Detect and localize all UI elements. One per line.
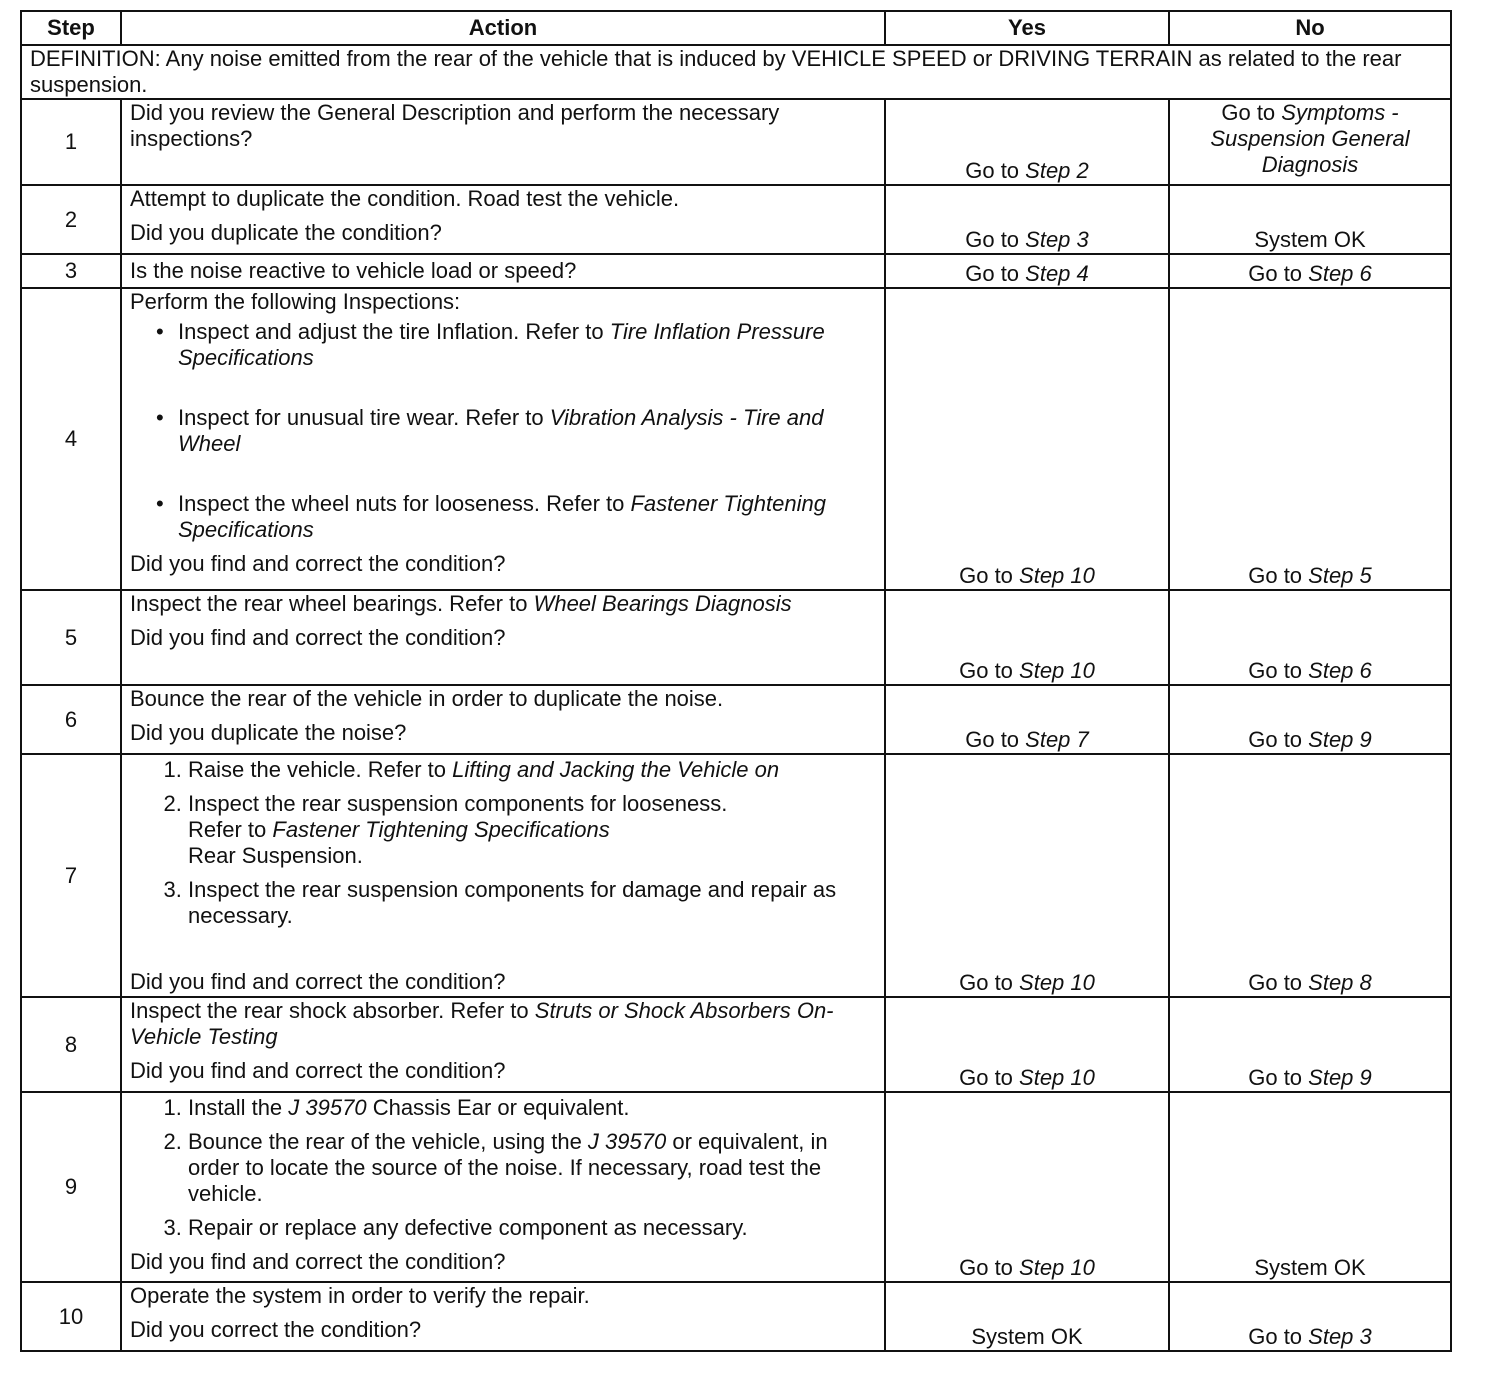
no-cell: [1169, 997, 1451, 1092]
no-link[interactable]: Step 8: [1308, 970, 1372, 995]
table-row: [21, 590, 1451, 685]
step-number: 3: [21, 254, 121, 288]
no-link[interactable]: Step 3: [1308, 1324, 1372, 1349]
header-step: Step: [21, 11, 121, 45]
table-row: [21, 185, 1451, 254]
definition-text: DEFINITION: Any noise emitted from the rear of the vehicle that is induced by VEHICLE SPEED or DRIVING TERRAIN as related to the rear suspension.: [21, 45, 1451, 99]
question-text: Did you find and correct the condition?: [130, 969, 506, 994]
list-item: [188, 1129, 876, 1207]
question-text: Did you find and correct the condition?: [130, 625, 506, 650]
item-text: Inspect the rear suspension components for damage and repair as necessary.: [188, 877, 837, 928]
no-cell: [1169, 288, 1451, 590]
reference-link[interactable]: Vibration Analysis - Tire and Wheel: [178, 405, 824, 456]
inspection-list: [130, 319, 876, 543]
no-cell: [1169, 590, 1451, 685]
yes-cell: [885, 99, 1169, 185]
list-item: [188, 877, 876, 929]
action-cell: [121, 590, 885, 685]
yes-link[interactable]: Step 2: [1025, 158, 1089, 183]
no-link[interactable]: Step 9: [1308, 727, 1372, 752]
step-number: 6: [21, 685, 121, 754]
action-cell: [121, 99, 885, 185]
yes-link[interactable]: Step 10: [1019, 970, 1095, 995]
question-text: Did you duplicate the condition?: [130, 220, 442, 245]
header-no: No: [1169, 11, 1451, 45]
goto-label: Go to: [959, 563, 1020, 588]
yes-link[interactable]: Step 10: [1019, 563, 1095, 588]
action-text: [130, 591, 876, 617]
goto-label: Go to: [1248, 563, 1309, 588]
step-number: 7: [21, 754, 121, 997]
action-cell: [121, 685, 885, 754]
question-text: Did you find and correct the condition?: [130, 551, 506, 576]
yes-link[interactable]: Step 4: [1025, 261, 1089, 286]
goto-label: Go to: [1248, 970, 1309, 995]
item-text: Inspect the rear wheel bearings. Refer to: [130, 591, 534, 616]
action-text: [130, 998, 876, 1050]
yes-cell: [885, 1282, 1169, 1351]
reference-link[interactable]: Fastener Tightening Specifications: [178, 491, 826, 542]
action-text: Did you review the General Description and perform the necessary inspections?: [130, 100, 780, 151]
yes-cell: [885, 254, 1169, 288]
refer-label: Refer to: [188, 817, 273, 842]
goto-label: Go to: [959, 970, 1020, 995]
item-text: Raise the vehicle. Refer to: [188, 757, 453, 782]
action-text: Bounce the rear of the vehicle in order to duplicate the noise.: [130, 686, 724, 711]
yes-link[interactable]: Step 3: [1025, 227, 1089, 252]
action-cell: [121, 254, 885, 288]
goto-label: Go to: [959, 1065, 1020, 1090]
item-text: Inspect and adjust the tire Inflation. Refer to: [178, 319, 610, 344]
definition-row: [21, 45, 1451, 99]
goto-label: Go to: [1248, 1324, 1309, 1349]
no-link[interactable]: Step 5: [1308, 563, 1372, 588]
table-row: [21, 997, 1451, 1092]
action-cell: [121, 185, 885, 254]
step-number: 4: [21, 288, 121, 590]
no-cell: [1169, 1282, 1451, 1351]
item-text: Rear Suspension.: [188, 843, 363, 868]
question-text: Did you correct the condition?: [130, 1317, 422, 1342]
reference-link[interactable]: Tire Inflation Pressure Specifications: [178, 319, 825, 370]
action-cell: [121, 288, 885, 590]
goto-label: Go to: [1248, 727, 1309, 752]
goto-label: Go to: [959, 1255, 1020, 1280]
goto-label: Go to: [965, 261, 1026, 286]
list-item: [188, 757, 876, 783]
item-text: Bounce the rear of the vehicle, using the: [188, 1129, 588, 1154]
table-row: [21, 1092, 1451, 1282]
goto-label: Go to: [1221, 100, 1282, 125]
item-text: Inspect the rear shock absorber. Refer to: [130, 998, 535, 1023]
no-cell: [1169, 185, 1451, 254]
table-row: [21, 99, 1451, 185]
list-item: [178, 319, 876, 371]
tool-reference: J 39570: [587, 1129, 667, 1154]
step-number: 9: [21, 1092, 121, 1282]
reference-link[interactable]: Wheel Bearings Diagnosis: [533, 591, 792, 616]
numbered-list: [130, 757, 876, 929]
header-action: Action: [121, 11, 885, 45]
no-link[interactable]: Step 6: [1308, 261, 1372, 286]
goto-label: Go to: [1248, 261, 1309, 286]
question-text: Did you find and correct the condition?: [130, 1249, 506, 1274]
no-link[interactable]: Symptoms - Suspension General Diagnosis: [1210, 100, 1410, 177]
no-cell: [1169, 254, 1451, 288]
step-number: 8: [21, 997, 121, 1092]
table-row: [21, 288, 1451, 590]
item-text: Chassis Ear or equivalent.: [366, 1095, 630, 1120]
no-link[interactable]: Step 9: [1308, 1065, 1372, 1090]
action-cell: [121, 1282, 885, 1351]
yes-link[interactable]: Step 10: [1019, 1255, 1095, 1280]
goto-label: Go to: [965, 227, 1026, 252]
question-text: Did you duplicate the noise?: [130, 720, 407, 745]
yes-cell: [885, 685, 1169, 754]
action-text: Perform the following Inspections:: [130, 289, 461, 314]
goto-label: Go to: [965, 727, 1026, 752]
yes-link[interactable]: Step 10: [1019, 658, 1095, 683]
item-text: Repair or replace any defective component as necessary.: [188, 1215, 748, 1240]
reference-link[interactable]: Lifting and Jacking the Vehicle on: [452, 757, 780, 782]
header-row: [21, 11, 1451, 45]
goto-label: Go to: [1248, 658, 1309, 683]
item-text: 2. Inspect the rear suspension components for looseness.: [188, 791, 728, 816]
action-cell: [121, 997, 885, 1092]
yes-cell: [885, 997, 1169, 1092]
item-text: Inspect the wheel nuts for looseness. Refer to: [178, 491, 631, 516]
diagnostic-table: [20, 10, 1452, 1352]
yes-cell: [885, 590, 1169, 685]
tool-reference: J 39570: [288, 1095, 367, 1120]
reference-link[interactable]: Fastener Tightening Specifications: [272, 817, 610, 842]
yes-result: System OK: [971, 1324, 1083, 1349]
table-row: [21, 685, 1451, 754]
yes-cell: [885, 1092, 1169, 1282]
no-cell: [1169, 99, 1451, 185]
yes-cell: [885, 185, 1169, 254]
step-number: 5: [21, 590, 121, 685]
yes-cell: [885, 754, 1169, 997]
item-text: or equivalent, in order to locate the source of the noise. If necessary, road test the vehicle.: [188, 1129, 828, 1206]
no-cell: [1169, 1092, 1451, 1282]
goto-label: Go to: [1248, 1065, 1309, 1090]
item-text: Inspect for unusual tire wear. Refer to: [178, 405, 550, 430]
list-item: [188, 1095, 876, 1121]
question-text: Did you find and correct the condition?: [130, 1058, 506, 1083]
header-yes: Yes: [885, 11, 1169, 45]
no-result: System OK: [1254, 227, 1366, 252]
reference-link[interactable]: Struts or Shock Absorbers On-Vehicle Testing: [130, 998, 834, 1049]
step-number: 10: [21, 1282, 121, 1351]
no-link[interactable]: Step 6: [1308, 658, 1372, 683]
table-row: [21, 754, 1451, 997]
action-cell: [121, 754, 885, 997]
yes-link[interactable]: Step 7: [1025, 727, 1089, 752]
action-cell: [121, 1092, 885, 1282]
step-number: 1: [21, 99, 121, 185]
item-text: Install the: [188, 1095, 289, 1120]
table-row: [21, 254, 1451, 288]
numbered-list: [130, 1095, 876, 1241]
goto-label: Go to: [959, 658, 1020, 683]
no-cell: [1169, 754, 1451, 997]
list-item: [178, 491, 876, 543]
no-cell: [1169, 685, 1451, 754]
list-item: [188, 1215, 876, 1241]
action-text: Is the noise reactive to vehicle load or speed?: [130, 258, 577, 283]
yes-link[interactable]: Step 10: [1019, 1065, 1095, 1090]
no-result: System OK: [1254, 1255, 1366, 1280]
list-item: [178, 405, 876, 457]
step-number: 2: [21, 185, 121, 254]
goto-label: Go to: [965, 158, 1026, 183]
table-row: [21, 1282, 1451, 1351]
action-text: Operate the system in order to verify the repair.: [130, 1283, 590, 1308]
list-item: [188, 791, 876, 869]
yes-cell: [885, 288, 1169, 590]
action-text: Attempt to duplicate the condition. Road test the vehicle.: [130, 186, 680, 211]
